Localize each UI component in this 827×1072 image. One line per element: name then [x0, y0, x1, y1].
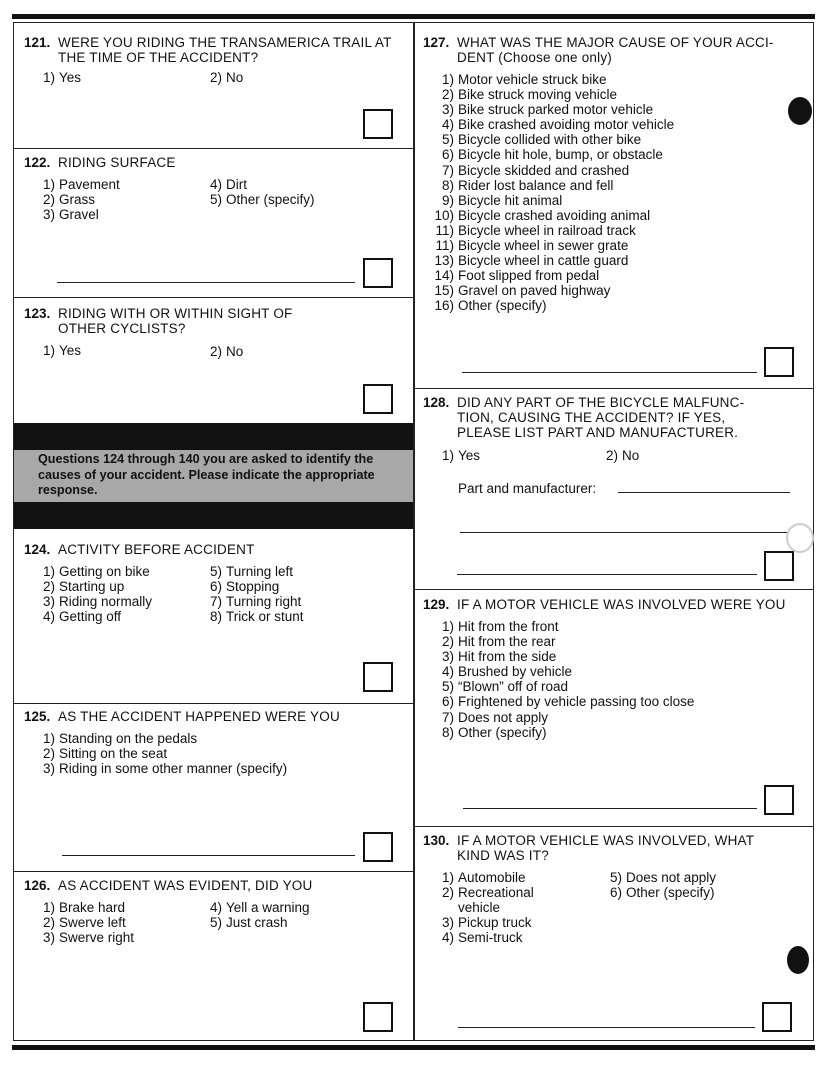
option-label: Starting up: [59, 579, 125, 595]
options-col2: [596, 448, 639, 463]
option-label: Turning left: [226, 564, 294, 579]
option-label: Pavement: [59, 177, 120, 192]
option-label: No: [226, 70, 244, 85]
option-number: 4): [42, 609, 55, 625]
option-item[interactable]: [33, 900, 134, 915]
option-number: 4): [209, 900, 222, 915]
option-number: 4): [441, 664, 454, 680]
option-number: 5): [441, 679, 454, 695]
option-label: Foot slipped from pedal: [458, 268, 600, 284]
option-item[interactable]: [200, 594, 304, 609]
answer-box[interactable]: [764, 785, 794, 815]
option-item[interactable]: [432, 72, 674, 87]
option-label: Gravel on paved highway: [458, 283, 611, 299]
answer-line[interactable]: [457, 574, 757, 575]
option-item[interactable]: [432, 268, 674, 283]
answer-box[interactable]: [764, 347, 794, 377]
option-number: 1): [42, 177, 55, 192]
options-col2: [200, 344, 243, 359]
option-label: Automobile: [458, 870, 526, 885]
question-number: 130.: [423, 833, 450, 848]
option-number: 5): [441, 132, 454, 148]
answer-box[interactable]: [363, 1002, 393, 1032]
answer-box[interactable]: [363, 832, 393, 862]
option-item[interactable]: [432, 619, 694, 634]
option-item[interactable]: [432, 163, 674, 178]
option-number: 6): [609, 885, 622, 901]
option-item[interactable]: [200, 344, 243, 359]
option-number: 4): [209, 177, 222, 192]
options-col1: [432, 870, 534, 945]
question-126: [24, 878, 399, 893]
option-label: Just crash: [226, 915, 288, 931]
option-label: Stopping: [226, 579, 280, 595]
option-number: 3): [441, 649, 454, 665]
option-number: 8): [441, 177, 454, 193]
question-text: WHAT WAS THE MAJOR CAUSE OF YOUR ACCI- DENT (Choose one only): [457, 35, 774, 65]
option-label: “Blown” off of road: [458, 679, 569, 695]
option-label: Getting on bike: [59, 564, 150, 579]
option-label: Standing on the pedals: [59, 731, 198, 746]
options-col1: [33, 70, 81, 85]
question-121: [24, 35, 399, 65]
banner-top-bar: [14, 423, 413, 450]
question-text: AS ACCIDENT WAS EVIDENT, DID YOU: [58, 878, 313, 893]
option-number: 2): [605, 448, 618, 463]
option-number: 1): [42, 731, 55, 746]
question-number: 122.: [24, 155, 51, 170]
question-128: [423, 395, 778, 440]
option-label: Motor vehicle struck bike: [458, 72, 607, 87]
divider: [14, 297, 413, 298]
option-item[interactable]: [33, 930, 134, 945]
question-text: WERE YOU RIDING THE TRANSAMERICA TRAIL AT THE TIME OF THE ACCIDENT?: [58, 35, 392, 65]
option-label: Pickup truck: [458, 915, 532, 931]
option-label: Yes: [458, 448, 481, 463]
options-col1: [33, 343, 81, 358]
option-number: 1): [42, 900, 55, 915]
option-number: 8): [209, 609, 222, 625]
binder-hole: [786, 523, 814, 553]
option-number: 3): [42, 207, 55, 223]
answer-line[interactable]: [460, 532, 790, 533]
specify-line[interactable]: [463, 808, 757, 809]
divider: [14, 148, 413, 149]
question-text: AS THE ACCIDENT HAPPENED WERE YOU: [58, 709, 340, 724]
options-col1: [432, 619, 694, 740]
option-number: [432, 900, 454, 915]
part-manufacturer-label: Part and manufacturer:: [458, 481, 597, 496]
option-label: Brushed by vehicle: [458, 664, 573, 680]
option-number: 4): [441, 117, 454, 133]
bottom-rule: [12, 1045, 815, 1050]
option-item[interactable]: [432, 147, 674, 162]
options-col1: [33, 731, 287, 776]
option-label: Yell a warning: [226, 900, 310, 915]
option-item[interactable]: [200, 177, 315, 192]
option-label: Bicycle hit animal: [458, 192, 563, 208]
option-number: 5): [209, 915, 222, 931]
options-col2: [200, 900, 310, 930]
option-item[interactable]: [200, 564, 304, 579]
answer-box[interactable]: [363, 662, 393, 692]
option-item[interactable]: [33, 609, 152, 624]
option-label: Semi-truck: [458, 930, 523, 946]
binder-hole: [788, 97, 812, 125]
option-number: 16): [434, 298, 454, 314]
option-number: 2): [42, 579, 55, 595]
option-label: Bicycle wheel in sewer grate: [458, 238, 629, 254]
option-label: Other (specify): [458, 724, 547, 740]
option-item[interactable]: [200, 192, 315, 207]
option-label: Riding in some other manner (specify): [59, 761, 288, 777]
option-label: Yes: [59, 70, 82, 85]
option-item[interactable]: [432, 694, 694, 709]
option-item[interactable]: [33, 746, 287, 761]
option-item[interactable]: [33, 70, 81, 85]
specify-line[interactable]: [458, 1027, 755, 1028]
option-item[interactable]: [432, 87, 674, 102]
question-127: [423, 35, 793, 65]
option-label: Rider lost balance and fell: [458, 177, 614, 193]
option-number: 2): [42, 746, 55, 762]
specify-line[interactable]: [57, 282, 355, 283]
answer-box[interactable]: [363, 384, 393, 414]
option-item[interactable]: [33, 192, 120, 207]
options-col1: [432, 448, 480, 463]
question-number: 127.: [423, 35, 450, 50]
option-number: 2): [209, 70, 222, 85]
question-text: IF A MOTOR VEHICLE WAS INVOLVED WERE YOU: [457, 597, 786, 612]
option-item[interactable]: [33, 207, 120, 222]
option-label: Dirt: [226, 177, 247, 192]
option-item[interactable]: [432, 710, 694, 725]
option-number: 5): [209, 564, 222, 579]
option-label: Sitting on the seat: [59, 746, 168, 762]
option-number: 10): [434, 207, 454, 223]
question-124: [24, 542, 399, 557]
divider: [415, 826, 813, 827]
part-manufacturer-line[interactable]: [618, 492, 790, 493]
question-text: IF A MOTOR VEHICLE WAS INVOLVED, WHAT KIND WAS IT?: [457, 833, 754, 863]
option-item[interactable]: [33, 564, 152, 579]
question-129: [423, 597, 803, 612]
question-number: 123.: [24, 306, 51, 321]
option-item[interactable]: [33, 177, 120, 192]
option-number: 3): [42, 761, 55, 777]
options-col2: [200, 564, 304, 624]
binder-hole: [787, 946, 809, 974]
option-number: 3): [441, 915, 454, 931]
question-number: 125.: [24, 709, 51, 724]
option-item[interactable]: [200, 609, 304, 624]
option-number: 2): [441, 885, 454, 901]
option-number: 11): [435, 222, 454, 238]
banner-bottom-bar: [14, 502, 413, 529]
question-text: DID ANY PART OF THE BICYCLE MALFUNC- TION, CAUSING THE ACCIDENT? IF YES, PLEASE LIST PART AND MANUFACTURER.: [457, 395, 745, 440]
option-item[interactable]: [432, 679, 694, 694]
options-col1: [33, 900, 134, 945]
option-item[interactable]: [432, 253, 674, 268]
option-number: 13): [434, 253, 454, 269]
option-number: 7): [441, 709, 454, 725]
option-label: Other (specify): [458, 298, 547, 314]
option-item[interactable]: [432, 132, 674, 147]
option-number: 1): [42, 70, 55, 85]
option-label: Brake hard: [59, 900, 126, 915]
option-number: 6): [209, 579, 222, 595]
question-122: [24, 155, 399, 170]
option-label: Bicycle skidded and crashed: [458, 162, 630, 178]
option-number: 1): [42, 564, 55, 579]
question-123: [24, 306, 334, 336]
option-number: 2): [441, 634, 454, 650]
divider: [14, 871, 413, 872]
options-col1: [33, 564, 152, 624]
option-label: Swerve left: [59, 915, 126, 931]
option-item[interactable]: [33, 594, 152, 609]
question-text: RIDING SURFACE: [58, 155, 176, 170]
question-number: 128.: [423, 395, 450, 410]
option-item[interactable]: [432, 664, 694, 679]
option-item[interactable]: [33, 731, 287, 746]
option-item[interactable]: [432, 193, 674, 208]
option-number: 9): [441, 192, 454, 208]
option-item[interactable]: [432, 930, 534, 945]
option-number: 6): [441, 694, 454, 710]
question-number: 124.: [24, 542, 51, 557]
option-item[interactable]: [432, 283, 674, 298]
options-col1: [432, 72, 674, 314]
option-number: 15): [434, 283, 454, 299]
option-item[interactable]: [200, 579, 304, 594]
option-label: Hit from the front: [458, 619, 559, 634]
question-number: 129.: [423, 597, 450, 612]
specify-line[interactable]: [462, 372, 757, 373]
option-label: Recreational: [458, 885, 534, 901]
option-label: Does not apply: [458, 709, 549, 725]
answer-box[interactable]: [363, 258, 393, 288]
specify-line[interactable]: [62, 855, 355, 856]
option-item[interactable]: [33, 343, 81, 358]
option-label: Bike struck parked motor vehicle: [458, 102, 654, 118]
question-text: ACTIVITY BEFORE ACCIDENT: [58, 542, 255, 557]
option-item[interactable]: [432, 915, 534, 930]
option-number: 5): [209, 192, 222, 208]
option-item[interactable]: [432, 900, 534, 915]
option-label: Getting off: [59, 609, 122, 625]
options-col2: [200, 70, 243, 85]
option-label: Yes: [59, 343, 82, 358]
column-divider: [413, 22, 415, 1041]
option-number: 1): [441, 870, 454, 885]
option-item[interactable]: [596, 448, 639, 463]
option-number: 5): [609, 870, 622, 885]
option-item[interactable]: [432, 298, 674, 313]
option-item[interactable]: [200, 70, 243, 85]
option-label: Bicycle crashed avoiding animal: [458, 207, 651, 223]
option-label: Turning right: [226, 594, 302, 610]
options-col2: [600, 870, 716, 900]
answer-box[interactable]: [762, 1002, 792, 1032]
option-item[interactable]: [432, 223, 674, 238]
divider: [415, 589, 813, 590]
option-number: 3): [42, 930, 55, 946]
option-label: Does not apply: [626, 870, 717, 885]
option-item[interactable]: [432, 102, 674, 117]
options-col2: [200, 177, 315, 207]
option-label: No: [622, 448, 640, 463]
option-item[interactable]: [200, 900, 310, 915]
option-label: Bicycle wheel in railroad track: [458, 222, 636, 238]
option-item[interactable]: [33, 579, 152, 594]
option-item[interactable]: [432, 117, 674, 132]
option-number: 2): [209, 344, 222, 359]
option-number: 3): [42, 594, 55, 610]
option-label: Grass: [59, 192, 96, 208]
instruction-banner: [14, 450, 413, 502]
option-number: 1): [441, 448, 454, 463]
option-label: No: [226, 344, 244, 359]
instruction-text: Questions 124 through 140 you are asked to identify the causes of your accident. Please indicate the appropriate response.: [38, 452, 375, 497]
option-number: 1): [441, 619, 454, 634]
option-number: 14): [434, 268, 454, 284]
option-label: Hit from the rear: [458, 634, 556, 650]
option-label: Riding normally: [59, 594, 153, 610]
option-item[interactable]: [600, 885, 716, 900]
option-label: Other (specify): [226, 192, 315, 208]
option-label: Swerve right: [59, 930, 135, 946]
option-number: 7): [209, 594, 222, 610]
option-item[interactable]: [432, 178, 674, 193]
question-130: [423, 833, 783, 863]
option-number: 4): [441, 930, 454, 946]
option-item[interactable]: [200, 915, 310, 930]
answer-box[interactable]: [363, 109, 393, 139]
option-label: Bicycle collided with other bike: [458, 132, 642, 148]
option-item[interactable]: [432, 634, 694, 649]
option-number: 2): [42, 915, 55, 931]
option-label: vehicle: [458, 900, 501, 916]
option-item[interactable]: [33, 915, 134, 930]
option-number: 3): [441, 102, 454, 118]
option-label: Bike crashed avoiding motor vehicle: [458, 117, 675, 133]
option-label: Hit from the side: [458, 649, 557, 665]
top-rule: [12, 14, 815, 19]
divider: [14, 703, 413, 704]
option-item[interactable]: [432, 725, 694, 740]
option-number: 7): [441, 162, 454, 178]
question-text: RIDING WITH OR WITHIN SIGHT OF OTHER CYCLISTS?: [58, 306, 293, 336]
option-item[interactable]: [432, 885, 534, 900]
option-label: Gravel: [59, 207, 99, 223]
option-number: 6): [441, 147, 454, 163]
option-item[interactable]: [432, 208, 674, 223]
option-item[interactable]: [432, 870, 534, 885]
option-number: 2): [42, 192, 55, 208]
option-number: 2): [441, 87, 454, 103]
option-label: Bicycle hit hole, bump, or obstacle: [458, 147, 663, 163]
option-number: 1): [42, 343, 55, 358]
option-item[interactable]: [432, 649, 694, 664]
option-number: 1): [441, 72, 454, 87]
option-item[interactable]: [33, 761, 287, 776]
option-label: Frightened by vehicle passing too close: [458, 694, 695, 710]
option-label: Trick or stunt: [226, 609, 304, 625]
option-label: Bike struck moving vehicle: [458, 87, 618, 103]
answer-box[interactable]: [764, 551, 794, 581]
options-col1: [33, 177, 120, 222]
question-125: [24, 709, 399, 724]
option-label: Bicycle wheel in cattle guard: [458, 253, 629, 269]
option-label: Other (specify): [626, 885, 715, 901]
question-number: 126.: [24, 878, 51, 893]
option-item[interactable]: [600, 870, 716, 885]
divider: [415, 388, 813, 389]
question-number: 121.: [24, 35, 51, 50]
option-item[interactable]: [432, 238, 674, 253]
option-item[interactable]: [432, 448, 480, 463]
option-number: 11): [435, 238, 454, 254]
option-number: 8): [441, 724, 454, 740]
